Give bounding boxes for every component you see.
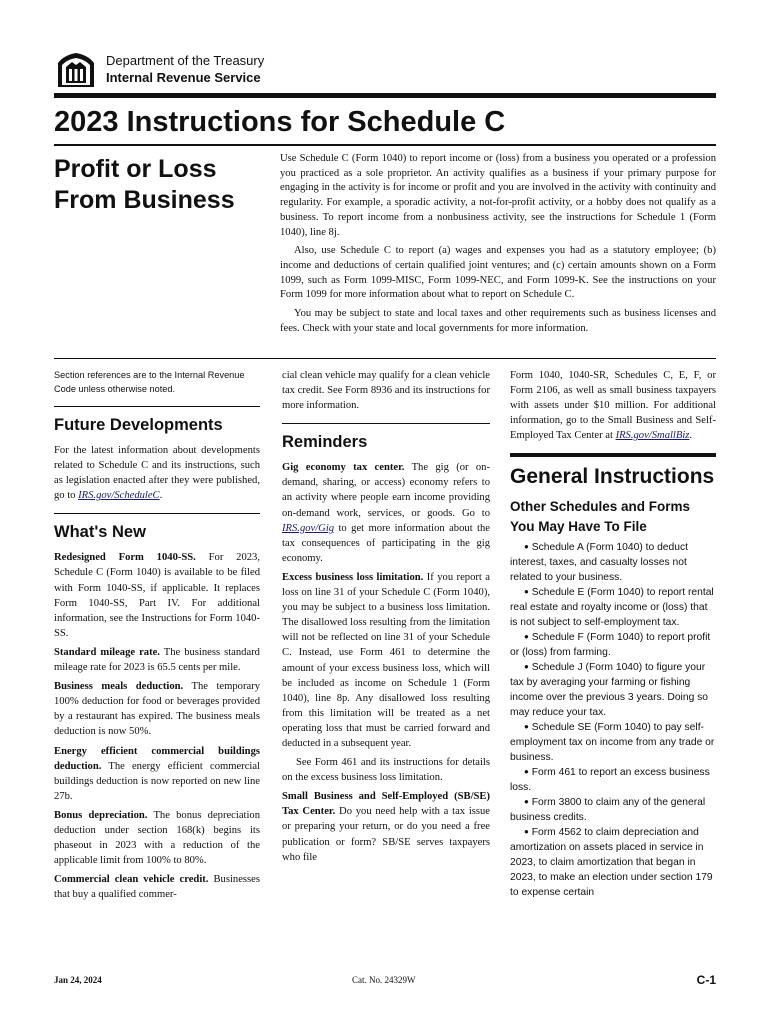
excess-loss-paragraph [282,570,490,751]
irs-eagle-icon [54,49,98,91]
bullet-icon: ● [524,827,529,837]
list-item-text: Schedule A (Form 1040) to deduct interest, taxes, and casualty losses not related to your business. [510,542,688,584]
item-lead: Business meals deduction. [54,681,184,693]
bullet-icon: ● [524,722,529,732]
item-lead: Redesigned Form 1040-SS. [54,552,196,564]
gig-end: to get more information about the tax consequences of participating in the gig economy. [282,522,490,564]
list-item-text: Schedule E (Form 1040) to report rental real estate and royalty income or (loss) that is not subject to self-employment tax. [510,587,714,629]
whats-new-item [54,744,260,804]
clean-vehicle-continued: cial clean vehicle may qualify for a clean vehicle tax credit. See Form 8936 and its instructions for more information. [282,370,490,412]
list-item [510,540,716,585]
general-instructions-heading: General Instructions [510,453,716,489]
column-1 [54,368,260,902]
smallbiz-link[interactable]: IRS.gov/SmallBiz [615,430,690,442]
list-item-text: Form 461 to report an excess business loss. [510,767,710,794]
bullet-icon: ● [524,662,529,672]
intro-paragraph-3: You may be subject to state and local taxes and other requirements such as business licenses and fees. Check with your state and local governments for more information. [280,308,716,334]
item-lead: Bonus depreciation. [54,809,148,821]
item-text: The energy efficient commercial buildings deduction is now reported on new line 27b. [54,760,260,802]
future-text: For the latest information about developments related to Schedule C and its instructions, such as legislation enacted after they were published, go to [54,445,260,502]
dept-line-1: Department of the Treasury [106,53,265,68]
list-item [510,765,716,795]
page-number: C-1 [696,973,716,987]
list-item-text: Schedule F (Form 1040) to report profit or (loss) from farming. [510,632,711,659]
bullet-icon: ● [524,587,529,597]
list-item-text: Schedule J (Form 1040) to figure your tax by averaging your farming or fishing income over the previous 3 years. Doing so may reduce your tax. [510,662,709,719]
document-subtitle: Profit or Loss From Business [54,155,235,214]
list-item-text: Form 3800 to claim any of the general business credits. [510,797,706,824]
future-developments-heading: Future Developments [54,406,260,435]
column-2 [282,368,490,865]
whats-new-item [54,550,260,641]
section-references-note: Section references are to the Internal Revenue Code unless otherwise noted. [54,370,245,394]
item-lead: Commercial clean vehicle credit. [54,874,209,886]
top-rule [54,93,716,98]
reminders-heading: Reminders [282,423,490,452]
excess-text: If you report a loss on line 31 of your Schedule C (Form 1040), you may be subject to a business loss limitation. The disallowed loss resulting from the limitation will not be reflected on line 31 of your Schedule C. Instead, use Form 461 to determine the amount of your excess business loss, which will be included as income on Schedule 1 (Form 1040), line 8p. Any disallowed loss resulting from this limitation will be treated as a net operating loss that must be carried forward and deducted in a subsequent year. [282,571,490,749]
bullet-icon: ● [524,542,529,552]
list-item [510,795,716,825]
sbse-paragraph [282,789,490,864]
item-text: Businesses that buy a qualified commer- [54,874,260,901]
sbse-cont-text: Form 1040, 1040-SR, Schedules C, E, F, or Form 2106, as well as small business taxpayers with assets under $10 million. For additional information, go to the Small Business and Self-Employed Tax Center at [510,370,716,442]
list-item [510,660,716,720]
excess-lead: Excess business loss limitation. [282,571,424,583]
other-schedules-heading: Other Schedules and Forms You May Have To File [510,499,691,535]
bullet-icon: ● [524,632,529,642]
item-lead: Energy efficient commercial buildings deduction. [54,745,260,772]
gig-text: The gig (or on-demand, sharing, or access) economy refers to an activity where people earn income providing on-demand work, services, or goods. Go to [282,462,490,519]
list-item [510,585,716,630]
item-text: For 2023, Schedule C (Form 1040) is available to be filed with Form 1040-SS, if applicable. It replaces Form 1040-SS, Part IV. For additional information, see the Instructions for Form 1040-SS. [54,552,260,639]
department-heading [106,52,264,86]
list-item-text: Schedule SE (Form 1040) to pay self-employment tax on income from any trade or business. [510,722,715,764]
item-text: The temporary 100% deduction for food or beverages provided by a restaurant has expired. The business meals deduction is now 50%. [54,681,261,738]
item-text: The bonus depreciation deduction under section 168(k) begins its phaseout in 2023 with a reduction of the applicable limit from 100% to 80%. [54,809,261,867]
intro-paragraph-2: Also, use Schedule C to report (a) wages and expenses you had as a statutory employee; (b) income and deductions of certain qualified joint ventures; and (c) certain amounts shown on a Form 1099, such as Form 1099-MISC, Form 1099-NEC, and Form 1099-K. See the instructions on your Form 1099 for more information about what to report on Schedule C. [280,245,716,301]
bullet-icon: ● [524,797,529,807]
whats-new-item [54,808,260,868]
future-end: . [159,490,163,502]
sbse-text: Do you need help with a tax issue or preparing your return, or do you need a free publication or form? SB/SE serves taxpayers who file [282,806,491,863]
intro-paragraph-1: Use Schedule C (Form 1040) to report income or (loss) from a business you operated or a profession you practiced as a sole proprietor. An activity qualifies as a business if your primary purpose for engaging in the activity is for income or profit and you are involved in the activity with continuity and regularity. For example, a sporadic activity, a not-for-profit activity, or a hobby does not qualify as a business. To report income from a nonbusiness activity, see the instructions for Schedule 1 (Form 1040), line 8j. [280,153,716,238]
sbse-cont-end: . [689,430,693,442]
excess-loss-paragraph-2: See Form 461 and its instructions for details on the excess business loss limitation. [282,757,490,784]
gig-link[interactable]: IRS.gov/Gig [282,522,335,534]
gig-lead: Gig economy tax center. [282,462,405,474]
schedule-c-link[interactable]: IRS.gov/ScheduleC [78,490,160,502]
gig-economy-paragraph [282,460,490,566]
future-developments-text [54,443,260,503]
column-3 [510,368,716,900]
whats-new-item [54,872,260,902]
dept-line-2: Internal Revenue Service [106,70,261,85]
whats-new-item [54,679,260,739]
whats-new-item [54,645,260,675]
section-rule [54,358,716,359]
footer-catalog-number: Cat. No. 24329W [352,975,416,985]
item-text: The business standard mileage rate for 2023 is 65.5 cents per mile. [54,646,260,674]
intro-text [280,152,716,336]
title-rule [54,144,716,146]
list-item [510,825,716,900]
sbse-continued [510,368,716,443]
whats-new-heading: What's New [54,513,260,542]
footer-date: Jan 24, 2024 [54,975,102,985]
list-item-text: Form 4562 to claim depreciation and amortization on assets placed in service in 2023, to claim amortization that began in 2023, to make an election under section 179 to expense certain [510,827,713,899]
list-item [510,630,716,660]
list-item [510,720,716,765]
document-title: 2023 Instructions for Schedule C [54,106,506,138]
bullet-icon: ● [524,767,529,777]
sbse-lead: Small Business and Self-Employed (SB/SE) Tax Center. [282,791,490,818]
item-lead: Standard mileage rate. [54,646,160,658]
